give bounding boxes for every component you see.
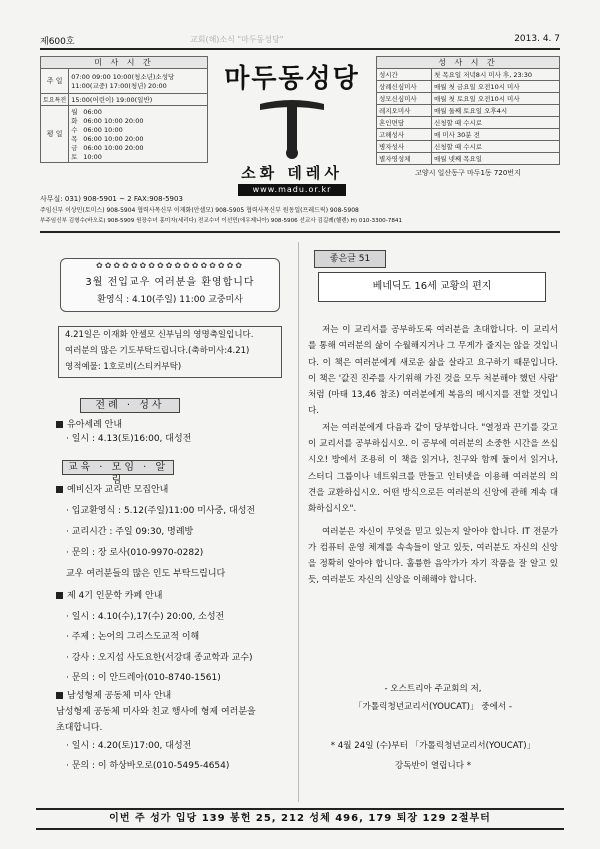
mens-desc: 남성형제 공동체 미사와 친교 행사에 형제 여러분을 xyxy=(56,707,256,717)
hymn-footer: 이번 주 성가 입당 139 봉헌 25, 212 성체 496, 179 퇴장 129 2절부터 xyxy=(36,808,564,830)
article-paragraph: 저는 여러분에게 다음과 같이 당부합니다. "열정과 끈기를 갖고 이 교리서를 공부하십시오. 이 공부에 여러분의 소중한 시간을 쓰십시오! 방에서 조용히 이 책을 읽거나, 친구와 함께 둘이서 읽거나, 스터디 그룹이나 네트워크를 만들고 인터넷을 이용해 여러분의 의견을 교환하십시오. 어떤 방식으로든 여러분의 신앙에 관해 계속 대화하십시오". xyxy=(308,422,558,515)
staff-line: 부주임신부 김형수(바오로) 908-5909 원장수녀 홍미자(세리다) 전교수녀 이선민(에우제니아) 908-5906 선교사 김길례(헬렌) H) 010-3300-7841 xyxy=(40,218,403,224)
church-name: 마두동성당 xyxy=(224,64,360,94)
humanities-row: · 주제 : 논어의 그리스도교적 이해 xyxy=(66,632,200,642)
mass-schedule-title: 미 사 시 간 xyxy=(41,57,208,69)
catechumen-row: · 입교환영식 : 5.12(주일)11:00 미사중, 대성전 xyxy=(66,506,256,516)
welcome-title: 3월 전입교우 여러분을 환영합니다 xyxy=(85,277,255,288)
mass-schedule xyxy=(40,56,208,163)
issue-number: 제600호 xyxy=(40,37,75,47)
sacrament-text: 매월 첫 토요일 오전10시 미사 xyxy=(432,93,560,105)
education-header: 교육 · 모임 · 알림 xyxy=(62,460,174,475)
square-bullet-icon xyxy=(56,421,63,428)
catechumen-row: · 문의 : 장 로사(010-9970-0282) xyxy=(66,548,204,558)
promo-line: 강독반이 열립니다 * xyxy=(394,761,472,771)
sacrament-text: 신청할 때 수시로 xyxy=(432,117,560,129)
square-bullet-icon xyxy=(56,486,63,493)
catechumen-row: · 교리시간 : 주일 09:30, 명례방 xyxy=(66,527,194,537)
weekday-row: 목 06:00 10:00 20:00 xyxy=(71,135,144,143)
header-bar xyxy=(40,34,560,48)
weekday-row: 금 06:00 10:00 20:00 xyxy=(71,144,144,152)
sacrament-label: 고해성사 xyxy=(377,129,432,141)
article-paragraph: 저는 이 교리서를 공부하도록 여러분을 초대합니다. 이 교리서를 통해 여러분의 삶이 수월해지거나 그 무게가 줄지는 않을 것입니다. 이 책은 여러분에게 새로운 삶을 살라고 요구하기 때문입니다. 이 책은 '값진 진주를 사기위해 가진 것을 모두 처분해야 했던 사람' 처럼 (마태 13,46 참조) 여러분에게 복음의 메시지를 전할 것입니다. xyxy=(308,325,558,417)
sunday-times-2: 11:00(교중) 17:00(청년) 20:00 xyxy=(71,82,167,90)
sacrament-title: 성 사 시 간 xyxy=(377,57,560,69)
cross-logo-icon xyxy=(256,98,328,160)
notice-line: 여러분의 많은 기도부탁드립니다.(축하미사:4.21) xyxy=(65,346,250,356)
sacrament-label: 성모신심미사 xyxy=(377,93,432,105)
weekday-row: 토 10:00 xyxy=(71,153,102,161)
sacrament-label: 병자성사 xyxy=(377,141,432,153)
mens-desc: 초대합니다. xyxy=(56,723,103,733)
sacrament-text: 신청할 때 수시로 xyxy=(432,141,560,153)
humanities-row: · 강사 : 오지섭 사도요한(서강대 종교학과 교수) xyxy=(66,652,253,663)
faint-header-text: 교회(해)소식 "마두동성당" xyxy=(190,35,284,44)
mens-title: 남성형제 공동체 미사 안내 xyxy=(67,691,172,701)
notice-line: 4.21일은 이재화 안셀모 신부님의 영명축일입니다. xyxy=(65,330,254,340)
article-body xyxy=(308,322,558,589)
sacrament-label: 성시간 xyxy=(377,69,432,81)
issue-date: 2013. 4. 7 xyxy=(514,34,560,44)
weekday-row: 수 06:00 10:00 xyxy=(71,126,123,134)
masthead xyxy=(212,58,372,198)
youcat-promo xyxy=(308,736,558,776)
square-bullet-icon xyxy=(56,692,63,699)
promo-line: * 4월 24일 (수)부터 「가톨릭청년교리서(YOUCAT)」 xyxy=(330,741,536,751)
weekday-label: 평 일 xyxy=(41,106,69,163)
sacrament-label: 혼인면담 xyxy=(377,117,432,129)
mens-section xyxy=(56,688,288,776)
sacrament-text: 매월 넷째 목요일 xyxy=(432,153,560,165)
patron-name: 소화 데레사 xyxy=(241,164,343,182)
feast-notice xyxy=(58,326,282,378)
humanities-section xyxy=(56,586,288,689)
flower-border-icon: ✿✿✿✿✿✿✿✿✿✿✿✿✿✿✿✿✿ xyxy=(96,261,244,270)
mens-row: · 일시 : 4.20(토)17:00, 대성전 xyxy=(66,741,192,751)
humanities-title: 제 4기 인문학 카페 안내 xyxy=(67,591,163,601)
sacrament-text: 첫 목요일 저녁8시 미사 후, 23:30 xyxy=(432,69,560,81)
contacts-block xyxy=(40,194,560,227)
catechumen-title: 예비신자 교리반 모집안내 xyxy=(67,485,169,495)
humanities-row: · 일시 : 4.10(수),17(수) 20:00, 소성전 xyxy=(66,611,225,622)
catechumen-footer: 교우 여러분들의 많은 인도 부탁드립니다 xyxy=(66,569,226,579)
saturday-times: 15:00(어린이) 19:00(일반) xyxy=(69,94,208,106)
sacrament-label: 상례신심미사 xyxy=(377,81,432,93)
column-divider xyxy=(298,242,299,802)
notice-line: 영적예물: 1호로비(스티커부탁) xyxy=(65,362,182,372)
article-tag: 좋은글 51 xyxy=(314,250,386,268)
welcome-subtitle: 환영식 : 4.10(주일) 11:00 교중미사 xyxy=(97,295,243,305)
sacrament-label: 별자영성체 xyxy=(377,153,432,165)
welcome-box xyxy=(60,258,280,312)
sacrament-label: 레지오미사 xyxy=(377,105,432,117)
office-phone: 사무실: 031) 908-5901 ~ 2 FAX:908-5903 xyxy=(40,195,183,203)
infant-baptism xyxy=(56,418,286,446)
humanities-row: · 문의 : 이 안드레아(010-8740-1561) xyxy=(66,673,221,683)
article-source xyxy=(308,680,558,716)
saturday-label: 토요특전 xyxy=(41,94,69,106)
website: www.madu.or.kr xyxy=(238,184,346,196)
infant-baptism-detail: · 일시 : 4.13(토)16:00, 대성전 xyxy=(66,434,192,444)
weekday-row: 월 06:00 xyxy=(71,108,102,116)
mens-row: · 문의 : 이 하상바오로(010-5495-4654) xyxy=(66,761,230,771)
article-title: 베네딕도 16세 교황의 편지 xyxy=(318,272,546,302)
liturgy-header: 전례 · 성사 xyxy=(80,398,180,413)
church-address: 고양시 일산동구 마두1동 720번지 xyxy=(415,169,521,177)
sacrament-schedule xyxy=(376,56,560,178)
infant-baptism-title: 유아세례 안내 xyxy=(67,420,123,430)
sunday-times-1: 07:00 09:00 10:00(청소년)소성당 xyxy=(71,73,175,81)
contacts-divider xyxy=(40,231,560,233)
sacrament-text: 매월 첫 금요일 오전10시 미사 xyxy=(432,81,560,93)
header-divider xyxy=(40,48,560,50)
sacrament-text: 매월 둘째 토요일 오후4시 xyxy=(432,105,560,117)
source-line: 「가톨릭청년교리서(YOUCAT)」 중에서 - xyxy=(353,702,513,712)
sacrament-text: 매 미사 30분 전 xyxy=(432,129,560,141)
clergy-line: 주임신부 이상민(토미스) 908-5904 협력사목신부 이재화(안셀모) 908-5905 협력사목신부 원동일(프레드릭) 908-5908 xyxy=(40,207,359,214)
catechumen-section xyxy=(56,480,288,585)
source-line: - 오스트리아 주교회의 저, xyxy=(384,684,482,694)
weekday-row: 화 06:00 10:00 20:00 xyxy=(71,117,144,125)
sunday-label: 주 일 xyxy=(41,69,69,94)
square-bullet-icon xyxy=(56,592,63,599)
article-paragraph: 여러분은 자신이 무엇을 믿고 있는지 알아야 합니다. IT 전문가가 컴퓨터 운영 체계를 속속들이 알고 있듯, 여러분도 자신의 신앙을 정확히 알아야 합니다. 훌륭한 음악가가 자기 작품을 잘 알고 있듯, 여러분도 자신의 신앙을 이해해야 합니다. xyxy=(308,526,558,586)
